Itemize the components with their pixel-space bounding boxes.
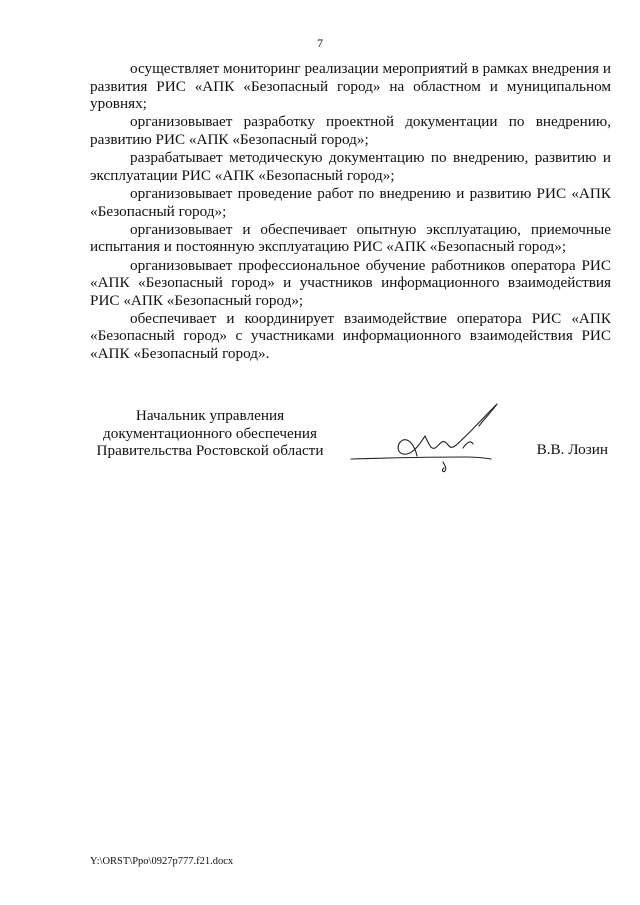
paragraph: обеспечивает и координирует взаимодействие оператора РИС «АПК «Безопасный город» с участниками информационного взаимодействия РИС «АПК «Безопасный город». xyxy=(90,309,611,363)
signatory-name: В.В. Лозин xyxy=(536,441,608,458)
file-path-footer: Y:\ORST\Ppo\0927p777.f21.docx xyxy=(90,856,234,867)
signatory-title xyxy=(90,407,330,460)
handwritten-signature-icon xyxy=(345,396,515,476)
paragraph: осуществляет мониторинг реализации мероприятий в рамках внедрения и развития РИС «АПК «Безопасный город» на областном и муниципальном уровнях; xyxy=(90,60,611,113)
signatory-title-line: Начальник управления xyxy=(135,407,285,424)
signatory-title-line: документационного обеспечения xyxy=(103,424,317,442)
paragraph: организовывает и обеспечивает опытную эксплуатацию, приемочные испытания и постоянную эксплуатацию РИС «АПК «Безопасный город»; xyxy=(90,220,611,256)
page-number: 7 xyxy=(317,36,323,50)
paragraph: организовывает профессиональное обучение работников оператора РИС «АПК «Безопасный город» и участников информационного взаимодействия РИС «АПК «Безопасный город»; xyxy=(90,256,611,309)
paragraph: организовывает проведение работ по внедрению и развитию РИС «АПК «Безопасный город»; xyxy=(90,184,611,220)
signatory-title-line: Правительства Ростовской области xyxy=(96,442,324,460)
paragraph: разрабатывает методическую документацию по внедрению, развитию и эксплуатации РИС «АПК «Безопасный город»; xyxy=(90,149,611,184)
document-body xyxy=(90,60,611,363)
paragraph: организовывает разработку проектной документации по внедрению, развитию РИС «АПК «Безопасный город»; xyxy=(90,113,611,148)
